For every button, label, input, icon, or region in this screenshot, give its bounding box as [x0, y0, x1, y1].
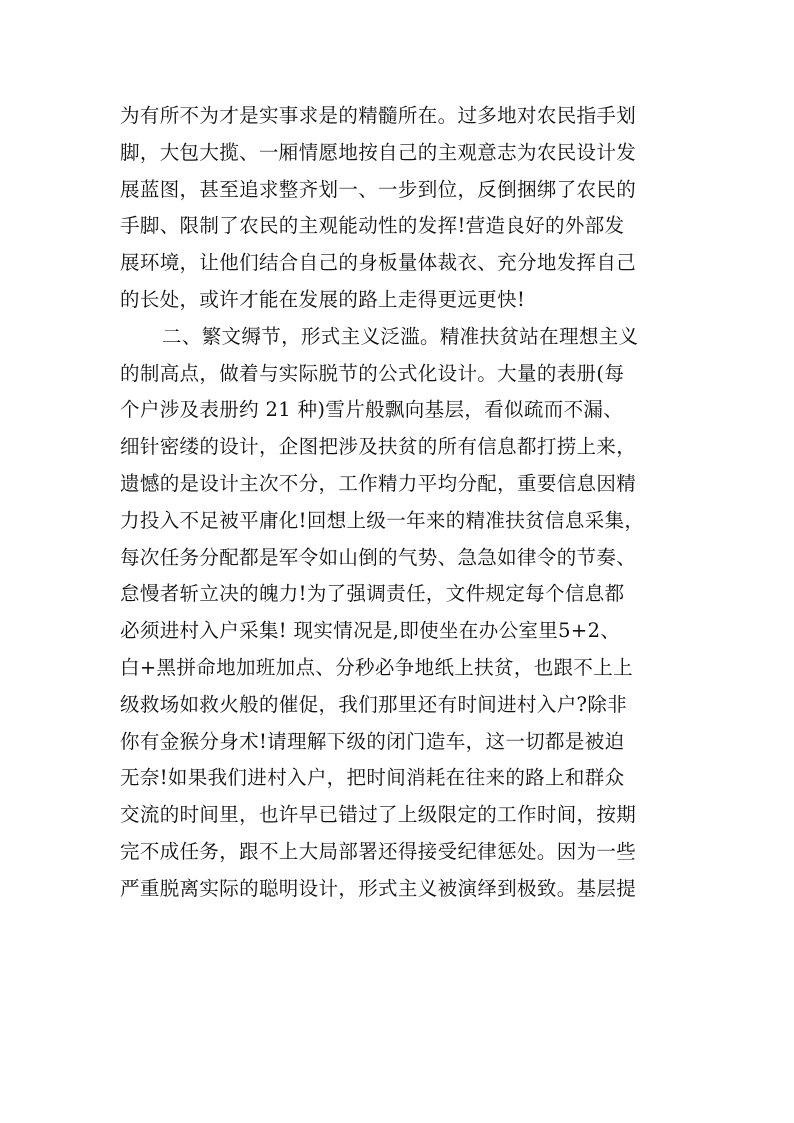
- text-line: 遗憾的是设计主次不分，工作精力平均分配，重要信息因精: [120, 471, 637, 495]
- text-line: 白+黑拼命地加班加点、分秒必争地纸上扶贫，也跟不上上: [120, 655, 633, 679]
- text-line: 完不成任务，跟不上大局部署还得接受纪律惩处。因为一些: [120, 839, 637, 863]
- section-heading-line: 二、繁文缛节，形式主义泛滥。精准扶贫站在理想主义: [162, 324, 639, 348]
- text-line: 交流的时间里，也许早已错过了上级限定的工作时间，按期: [120, 803, 637, 827]
- text-line: 的长处，或许才能在发展的路上走得更远更快!: [120, 287, 526, 311]
- text-line: 你有金猴分身术!请理解下级的闭门造车，这一切都是被迫: [120, 729, 625, 753]
- text-line: 严重脱离实际的聪明设计，形式主义被演绎到极致。基层提: [120, 876, 637, 900]
- body-text: [120, 98, 680, 908]
- text-line: 每次任务分配都是军令如山倒的气势、急急如律令的节奏、: [120, 545, 637, 569]
- text-line: 级救场如救火般的催促，我们那里还有时间进村入户?除非: [120, 692, 628, 716]
- text-line: 力投入不足被平庸化!回想上级一年来的精准扶贫信息采集，: [120, 508, 645, 532]
- text-line: 展环境，让他们结合自己的身板量体裁衣、充分地发挥自己: [120, 251, 637, 275]
- text-line: 手脚、限制了农民的主观能动性的发挥!营造良好的外部发: [120, 214, 625, 238]
- text-line: 必须进村入户采集! 现实情况是,即使坐在办公室里5+2、: [120, 619, 621, 643]
- text-line: 细针密缕的设计，企图把涉及扶贫的所有信息都打捞上来，: [120, 435, 637, 459]
- text-line: 个户涉及表册约 21 种)雪片般飘向基层，看似疏而不漏、: [120, 398, 624, 422]
- text-line: 为有所不为才是实事求是的精髓所在。过多地对农民指手划: [120, 104, 637, 127]
- text-line: 展蓝图，甚至追求整齐划一、一步到位，反倒捆绑了农民的: [120, 177, 637, 201]
- text-line: 无奈!如果我们进村入户，把时间消耗在往来的路上和群众: [120, 766, 625, 790]
- text-line: 脚，大包大揽、一厢情愿地按自己的主观意志为农民设计发: [120, 140, 637, 164]
- text-line: 的制高点，做着与实际脱节的公式化设计。大量的表册(每: [120, 361, 625, 385]
- text-line: 怠慢者斩立决的魄力!为了强调责任，文件规定每个信息都: [120, 582, 625, 606]
